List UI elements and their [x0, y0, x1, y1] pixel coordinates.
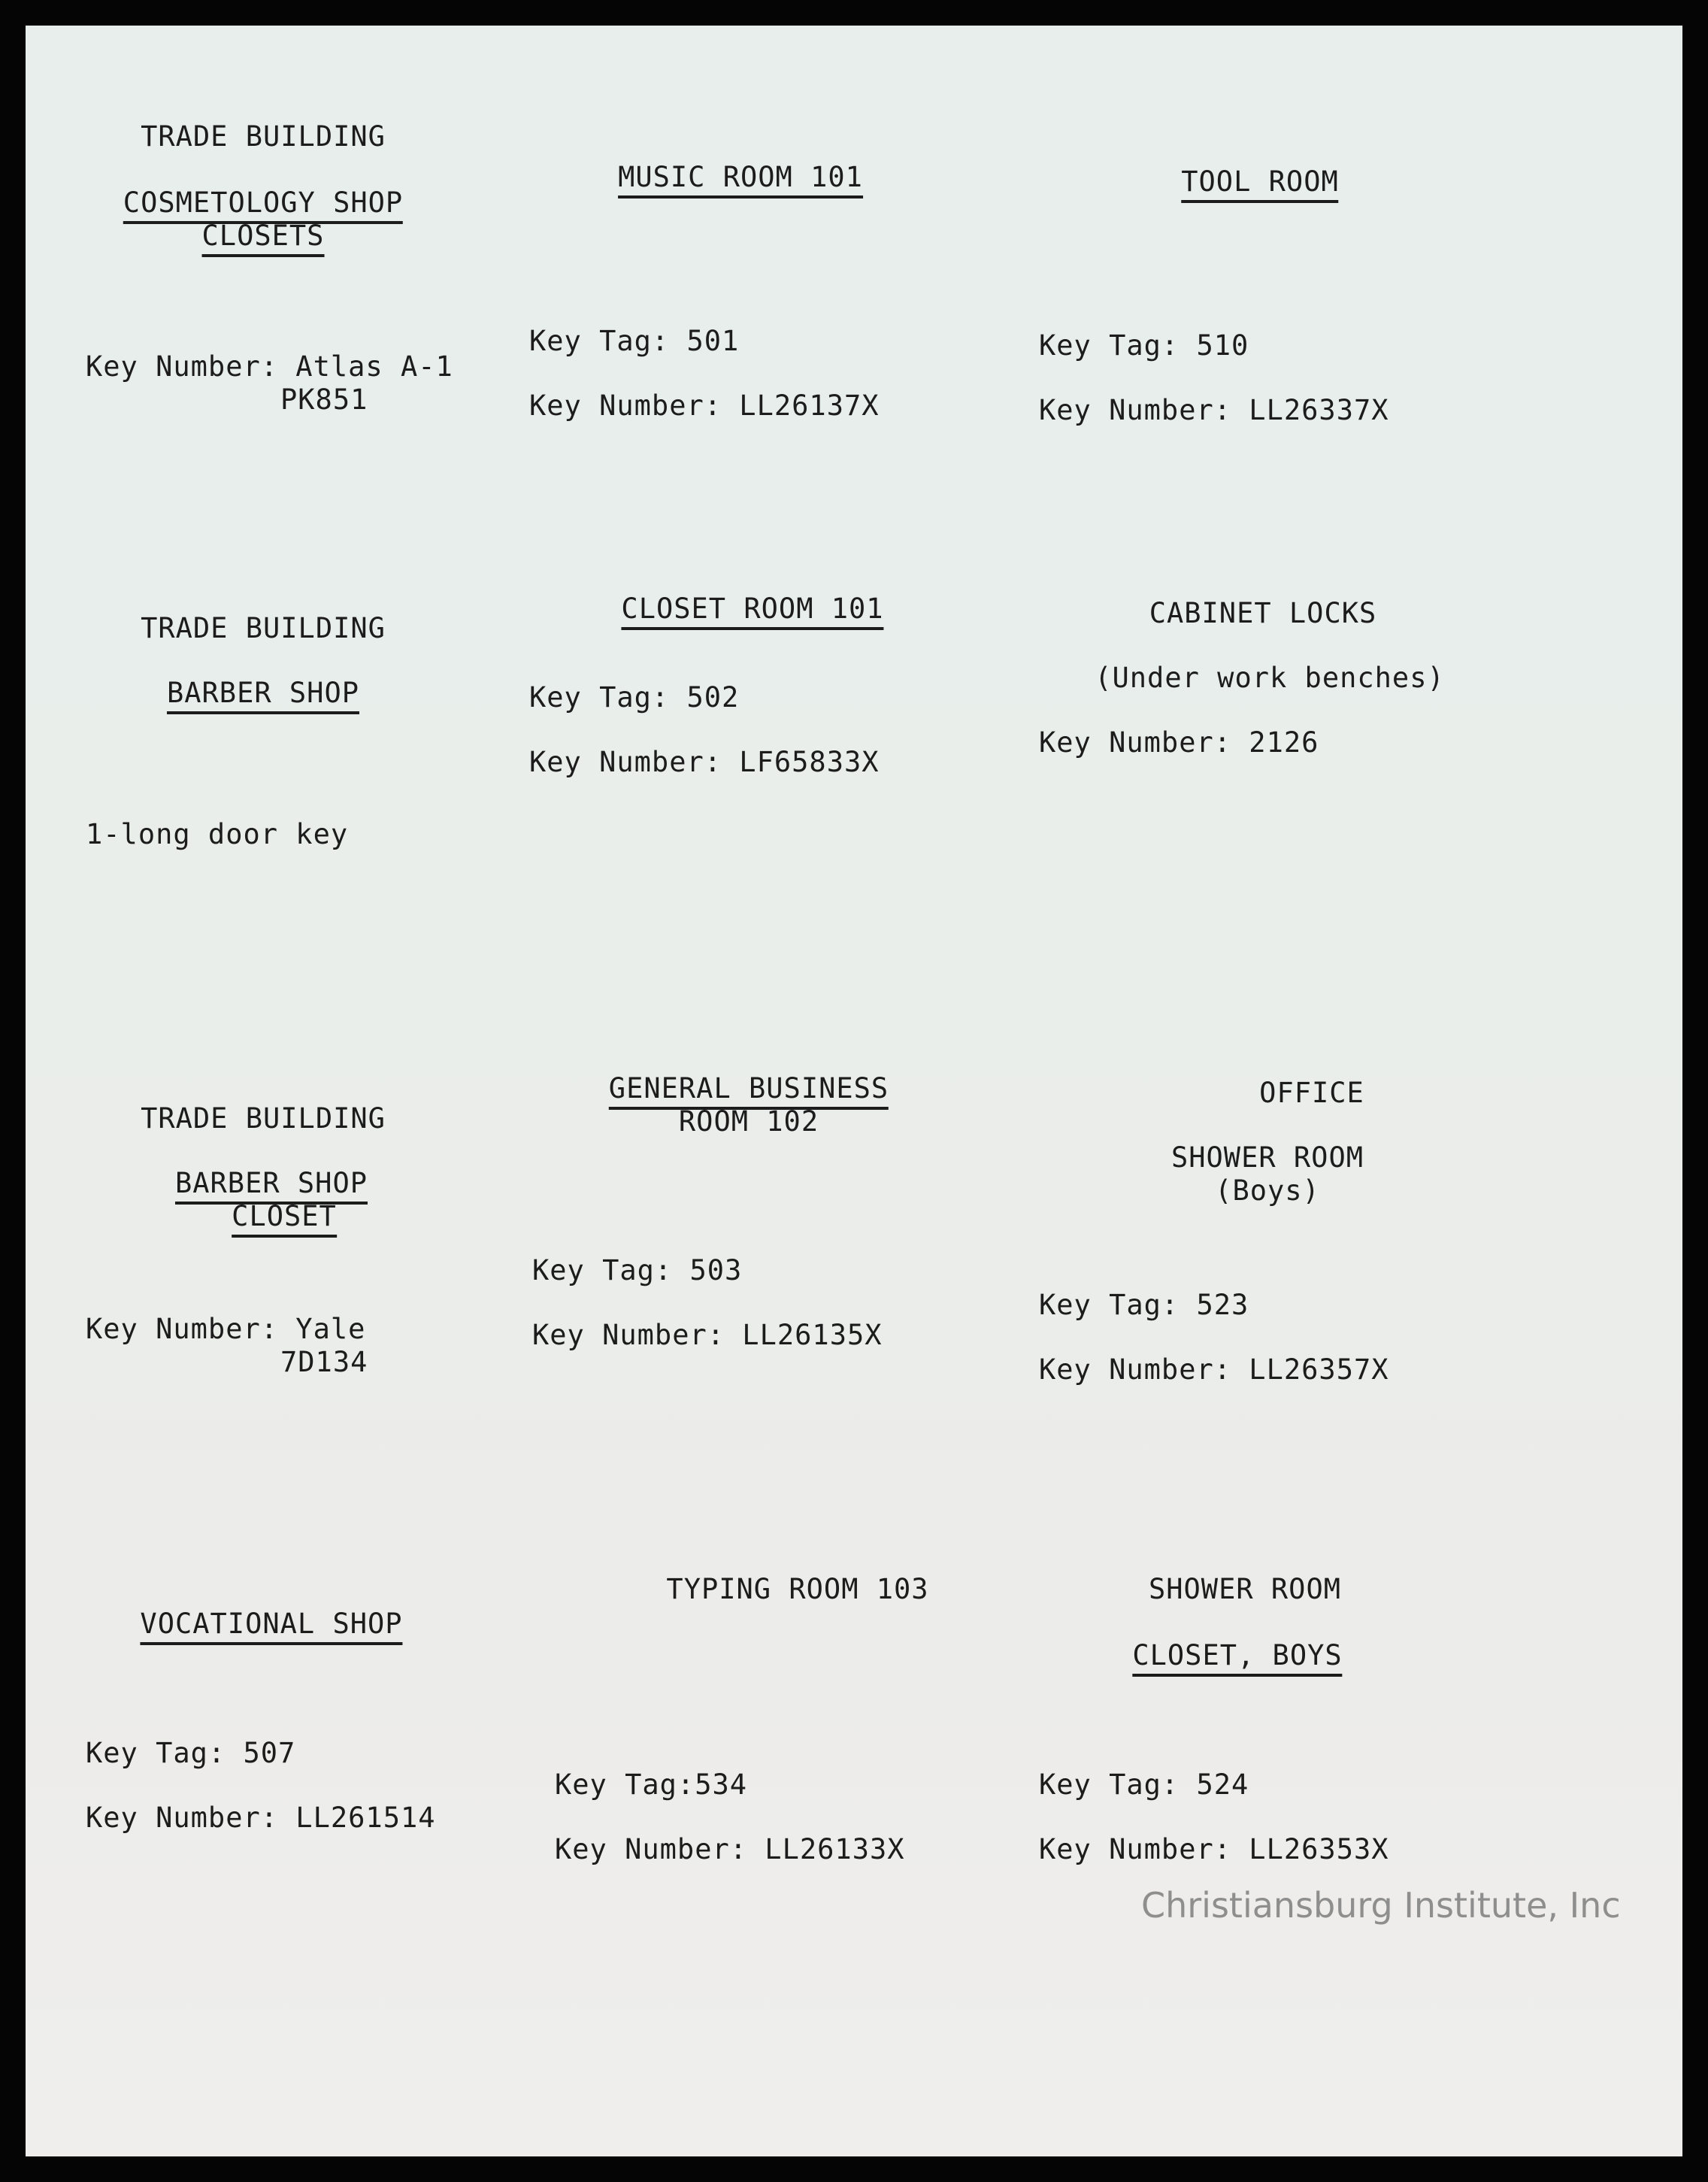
heading-typing-room: TYPING ROOM 103 [666, 1573, 929, 1605]
key-number-line: Key Number: LL26137X [529, 389, 880, 422]
heading-office: OFFICE [1259, 1077, 1364, 1109]
key-tag-line: Key Tag:534 [555, 1768, 748, 1801]
heading-closet-room: CLOSET ROOM 101 [621, 592, 883, 630]
key-number-line: Key Number: LF65833X [529, 746, 880, 778]
heading-trade-building: TRADE BUILDING [141, 1102, 386, 1135]
subheading-under-work-benches: (Under work benches) [1095, 662, 1445, 694]
key-number-continuation: PK851 [280, 383, 368, 416]
subheading-boys: (Boys) [1215, 1174, 1320, 1207]
watermark-text: Christiansburg Institute, Inc [1141, 1885, 1621, 1926]
heading-closet: CLOSET [232, 1200, 337, 1238]
key-number-line: Key Number: LL26133X [555, 1833, 905, 1865]
heading-cabinet-locks: CABINET LOCKS [1149, 597, 1377, 629]
document-page [26, 26, 1682, 2156]
key-number-line: Key Number: LL261514 [86, 1802, 436, 1834]
key-tag-line: Key Tag: 503 [532, 1254, 743, 1286]
subheading-room-102: ROOM 102 [678, 1105, 819, 1138]
heading-closets: CLOSETS [202, 220, 325, 257]
key-tag-line: Key Tag: 523 [1039, 1289, 1249, 1321]
key-number-line: Key Number: LL26337X [1039, 394, 1389, 426]
subheading-shower-room: SHOWER ROOM [1170, 1141, 1364, 1174]
heading-trade-building: TRADE BUILDING [141, 120, 386, 153]
heading-closet-boys: CLOSET, BOYS [1132, 1639, 1342, 1677]
heading-general-business: GENERAL BUSINESS [609, 1072, 889, 1110]
heading-music-room: MUSIC ROOM 101 [618, 161, 863, 199]
heading-barber-shop: BARBER SHOP [167, 677, 359, 714]
key-number-line: Key Number: LL26135X [532, 1319, 883, 1351]
key-tag-line: Key Tag: 524 [1039, 1768, 1249, 1801]
key-tag-line: Key Tag: 507 [86, 1737, 296, 1769]
key-number-line: Key Number: Yale [86, 1313, 366, 1345]
key-description-line: 1-long door key [86, 818, 349, 850]
heading-shower-room: SHOWER ROOM [1148, 1573, 1342, 1605]
key-tag-line: Key Tag: 501 [529, 325, 740, 357]
heading-tool-room: TOOL ROOM [1181, 165, 1338, 203]
heading-barber-shop: BARBER SHOP [175, 1167, 368, 1205]
heading-cosmetology-shop: COSMETOLOGY SHOP [123, 186, 403, 224]
heading-vocational-shop: VOCATIONAL SHOP [140, 1608, 402, 1645]
key-number-line: Key Number: Atlas A-1 [86, 350, 453, 383]
key-tag-line: Key Tag: 510 [1039, 329, 1249, 362]
key-number-line: Key Number: LL26353X [1039, 1833, 1389, 1865]
key-number-line: Key Number: 2126 [1039, 726, 1319, 759]
key-number-line: Key Number: LL26357X [1039, 1353, 1389, 1386]
key-number-continuation: 7D134 [280, 1346, 368, 1378]
key-tag-line: Key Tag: 502 [529, 681, 740, 714]
heading-trade-building: TRADE BUILDING [141, 612, 386, 644]
